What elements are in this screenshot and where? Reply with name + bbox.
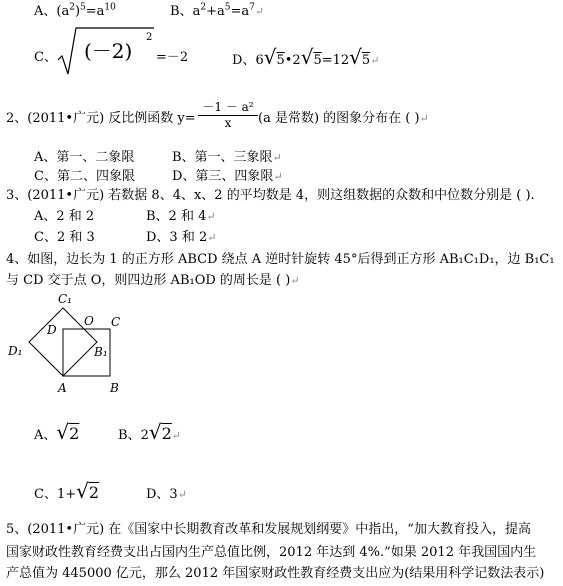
q1-option-a: A、$(a^2)^5=a^{10}$ <box>34 2 116 19</box>
q3-option-d: D、3 和 2↵ <box>146 230 217 245</box>
q4-figure <box>0 288 140 398</box>
q3-option-a: A、2 和 2 <box>34 209 95 224</box>
q2-text-after: (a 是常数) 的图象分布在 ( )↵ <box>258 111 429 126</box>
q2-option-c: C、第二、四象限 <box>34 169 135 184</box>
q1-option-c-label: C、 <box>34 50 57 65</box>
q4-option-b: B、2√2↵ <box>118 420 181 444</box>
q4-option-a: A、√2 <box>34 420 80 444</box>
label-d: D <box>47 323 57 337</box>
label-b: B <box>110 381 119 395</box>
q2-option-b: B、第一、三象限↵ <box>172 150 282 165</box>
label-c: C <box>111 315 121 329</box>
q4-line2: 与 CD 交于点 O，则四边形 AB₁OD 的周长是 ( )↵ <box>6 273 300 288</box>
q3-option-b: B、2 和 4↵ <box>146 209 216 224</box>
q1-option-c-result: =－2 <box>156 50 189 65</box>
return-mark: ↵ <box>254 5 265 18</box>
q3-option-c: C、2 和 3 <box>34 230 95 245</box>
q4-line1: 4、如图，边长为 1 的正方形 ABCD 绕点 A 逆时针旋转 45°后得到正方形 AB₁C₁D₁，边 B₁C₁ <box>6 252 555 267</box>
label-c1: C₁ <box>58 292 72 306</box>
q1-option-c-expr: (－2) <box>84 39 133 63</box>
q4-option-d: D、3↵ <box>146 487 187 502</box>
q5-line3: 产总值为 445000 亿元，那么 2012 年国家财政性教育经费支出应为(结果用科学记数法表示) <box>6 566 545 581</box>
label-o: O <box>84 314 94 328</box>
q3-text: 3、(2011•广元) 若数据 8、4、x、2 的平均数是 4，则这组数据的众数和中位数分别是 ( ). <box>6 188 535 203</box>
q5-line1: 5、(2011•广元) 在《国家中长期教育改革和发展规划纲要》中指出，“加大教育投入，提高 <box>6 522 531 537</box>
label-d1: D₁ <box>8 344 23 358</box>
q2-text-before: 2、(2011•广元) 反比例函数 y= <box>6 111 196 126</box>
q4-option-c: C、1+√2 <box>34 479 100 503</box>
q1-option-c-exp: 2 <box>146 32 153 43</box>
q2-option-d: D、第三、四象限↵ <box>172 169 283 184</box>
q2-fraction: $\frac{\text{－1 － a²}}{x}$ <box>198 98 258 130</box>
q2-option-a: A、第一、二象限 <box>34 150 135 165</box>
q5-line2: 国家财政性教育经费支出占国内生产总值比例，2012 年达到 4%.”如果 2012 年我国国内生 <box>6 545 537 560</box>
label-a: A <box>58 381 67 395</box>
q1-option-d: D、6√5•2√5=12√5↵ <box>232 45 380 69</box>
label-b1: B₁ <box>94 345 108 359</box>
q1-option-b: B、$a^2+a^5=a^7↵$ <box>170 2 265 19</box>
